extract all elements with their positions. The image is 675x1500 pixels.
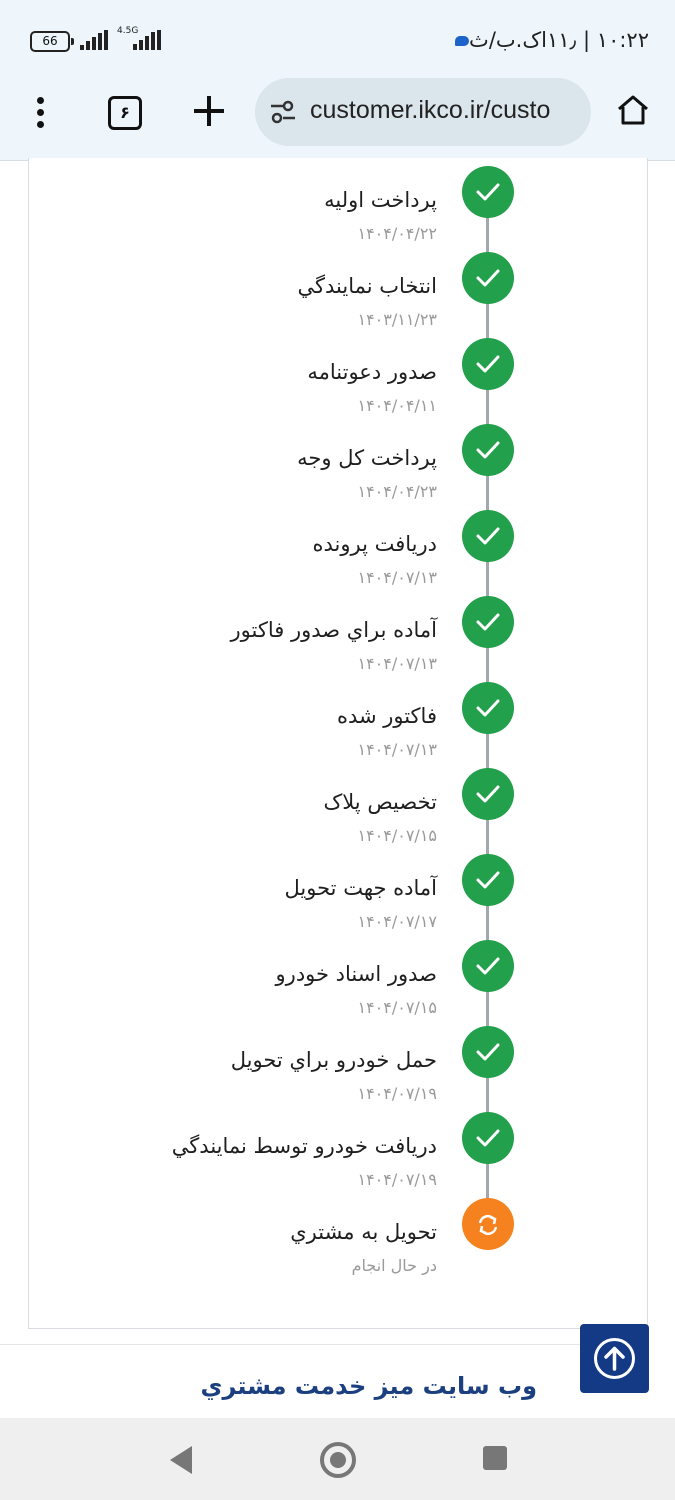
status-time: ۱۰:۲۲ | ۱۱٫اک.ب/ث: [449, 28, 649, 52]
timeline-step: [0, 446, 675, 532]
check-icon: [462, 338, 514, 390]
check-icon: [462, 510, 514, 562]
arrow-up-icon: [592, 1336, 637, 1381]
check-icon: [462, 252, 514, 304]
timeline-step: [0, 360, 675, 446]
home-icon[interactable]: [615, 92, 651, 128]
signal-icon: [80, 30, 114, 50]
timeline-step: [0, 188, 675, 274]
url-text[interactable]: customer.ikco.ir/custo: [310, 96, 551, 124]
step-title: انتخاب نمايندگي: [297, 274, 437, 298]
step-date: ۱۴۰۴/۰۷/۱۷: [357, 912, 437, 931]
timeline-step: [0, 1134, 675, 1220]
step-title: تخصيص پلاک: [323, 790, 437, 814]
timeline-step: [0, 618, 675, 704]
step-date: ۱۴۰۴/۰۷/۱۹: [357, 1170, 437, 1189]
step-date: ۱۴۰۴/۰۷/۱۵: [357, 826, 437, 845]
step-title: دريافت پرونده: [312, 532, 437, 556]
step-title: صدور دعوتنامه: [307, 360, 437, 384]
step-date: ۱۴۰۴/۰۴/۱۱: [357, 396, 437, 415]
check-icon: [462, 166, 514, 218]
timeline-step: [0, 790, 675, 876]
signal-icon-2: [133, 30, 163, 50]
timeline-step: [0, 876, 675, 962]
recent-apps-icon[interactable]: [483, 1446, 507, 1470]
step-title: تحويل به مشتري: [290, 1220, 437, 1244]
step-title: آماده براي صدور فاکتور: [230, 618, 437, 642]
home-button-icon[interactable]: [320, 1442, 356, 1478]
divider: [0, 1344, 580, 1345]
step-title: پرداخت اوليه: [324, 188, 437, 212]
step-date: ۱۴۰۴/۰۷/۱۳: [357, 568, 437, 587]
step-title: آماده جهت تحويل: [284, 876, 437, 900]
check-icon: [462, 1026, 514, 1078]
check-icon: [462, 424, 514, 476]
timeline-step: [0, 1048, 675, 1134]
status-bar: [0, 0, 675, 80]
step-date: ۱۴۰۳/۱۱/۲۳: [357, 310, 437, 329]
scroll-to-top-button[interactable]: [580, 1324, 649, 1393]
message-notification-icon: [455, 36, 469, 46]
customer-service-link[interactable]: وب سايت ميز خدمت مشتري: [200, 1372, 537, 1400]
check-icon: [462, 940, 514, 992]
step-date: ۱۴۰۴/۰۷/۱۵: [357, 998, 437, 1017]
network-label: 4.5G: [117, 26, 139, 36]
timeline-step: [0, 962, 675, 1048]
battery-icon: 66: [30, 31, 70, 52]
step-date: ۱۴۰۴/۰۴/۲۲: [357, 224, 437, 243]
check-icon: [462, 854, 514, 906]
timeline-step: [0, 532, 675, 618]
more-menu-icon[interactable]: [37, 97, 45, 133]
tabs-button[interactable]: ۶: [108, 96, 142, 130]
step-date: ۱۴۰۴/۰۷/۱۳: [357, 740, 437, 759]
refresh-icon: [462, 1198, 514, 1250]
back-icon[interactable]: [170, 1446, 192, 1474]
step-title: دريافت خودرو توسط نمايندگي: [171, 1134, 437, 1158]
timeline-step: [0, 704, 675, 790]
step-title: حمل خودرو براي تحويل: [230, 1048, 437, 1072]
step-title: فاکتور شده: [336, 704, 437, 728]
check-icon: [462, 682, 514, 734]
timeline-step: [0, 274, 675, 360]
check-icon: [462, 1112, 514, 1164]
timeline-step: [0, 1220, 675, 1306]
step-title: صدور اسناد خودرو: [275, 962, 437, 986]
step-status: در حال انجام: [351, 1256, 437, 1275]
step-date: ۱۴۰۴/۰۷/۱۳: [357, 654, 437, 673]
address-bar[interactable]: [255, 78, 591, 146]
step-date: ۱۴۰۴/۰۷/۱۹: [357, 1084, 437, 1103]
site-settings-icon[interactable]: [269, 100, 297, 124]
check-icon: [462, 596, 514, 648]
step-date: ۱۴۰۴/۰۴/۲۳: [357, 482, 437, 501]
step-title: پرداخت کل وجه: [297, 446, 437, 470]
check-icon: [462, 768, 514, 820]
new-tab-icon[interactable]: [194, 96, 224, 126]
